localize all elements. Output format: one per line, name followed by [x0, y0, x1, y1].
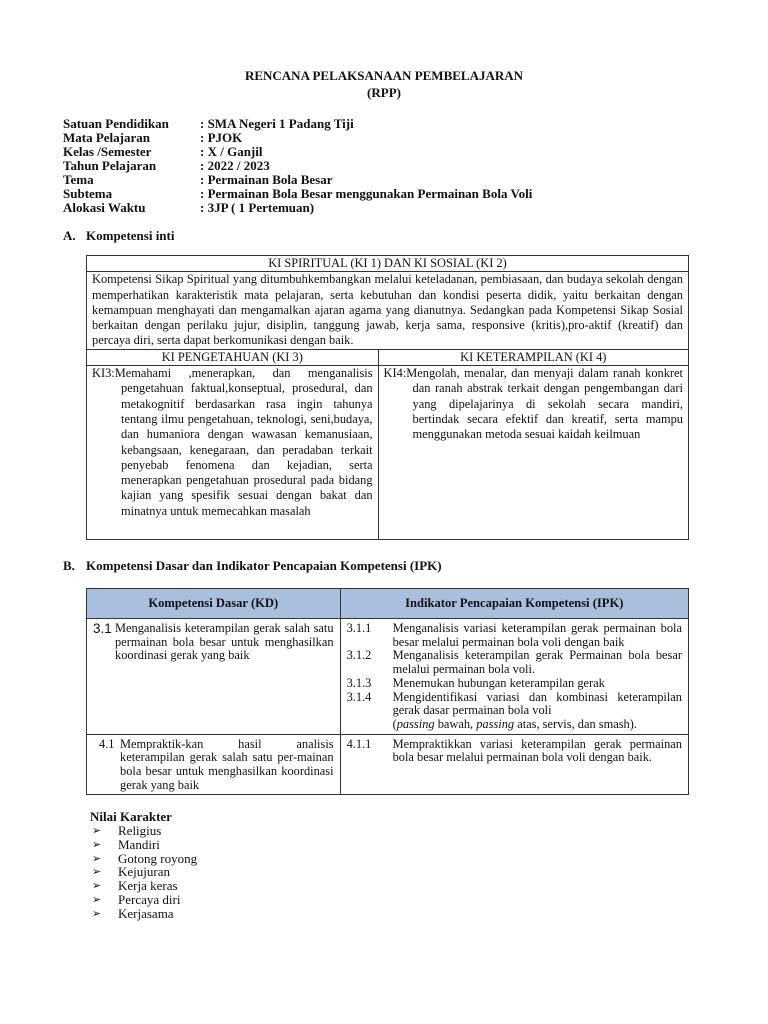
- identity-label: Subtema: [63, 186, 113, 201]
- list-item: [90, 907, 197, 921]
- ipk-code: 3.1.2: [346, 648, 372, 663]
- kd-item: [93, 622, 334, 663]
- kd-text: Mempraktik-kan hasil analisis keterampilan gerak salah satu per-mainan bola besar untuk menghasilkan koordinasi gerak yang baik: [120, 736, 334, 792]
- section-b-title: Kompetensi Dasar dan Indikator Pencapaian Kompetensi (IPK): [86, 558, 442, 573]
- italic-term: passing: [476, 716, 515, 731]
- ipk-text: Mengidentifikasi variasi dan kombinasi keterampilan gerak dasar permainan bola voli: [392, 689, 682, 718]
- identity-value: : Permainan Bola Besar: [200, 172, 333, 187]
- ki-spiritual-header: KI SPIRITUAL (KI 1) DAN KI SOSIAL (KI 2): [87, 256, 689, 272]
- kd-code: 3.1: [93, 621, 112, 636]
- italic-term: passing: [396, 716, 435, 731]
- section-a-heading: [63, 228, 174, 244]
- document-title: RENCANA PELAKSANAAN PEMBELAJARAN: [244, 68, 524, 83]
- identity-value: : SMA Negeri 1 Padang Tiji: [200, 116, 354, 131]
- ipk-code: 3.1.3: [346, 675, 372, 690]
- kd-text: Menganalisis keterampilan gerak salah satu permainan bola besar untuk menghasilkan koordinasi gerak yang baik: [115, 621, 334, 663]
- identity-row: [63, 159, 532, 173]
- ipk-item: [347, 691, 682, 718]
- ipk-text: Menganalisis keterampilan gerak Permainan bola besar melalui permainan bola voli.: [392, 648, 682, 677]
- ipk-item: [347, 718, 682, 732]
- identity-label: Satuan Pendidikan: [63, 116, 169, 131]
- identity-value: : PJOK: [200, 130, 243, 145]
- identity-row: [63, 117, 532, 131]
- arrow-bullet-icon: ➢: [92, 851, 102, 865]
- section-a-title: Kompetensi inti: [86, 228, 175, 243]
- ipk-code: 3.1.1: [346, 621, 372, 635]
- kd-item: [93, 738, 334, 793]
- identity-label: Kelas /Semester: [63, 144, 152, 159]
- nilai-karakter-title: Nilai Karakter: [90, 809, 172, 824]
- ki3-header: KI PENGETAHUAN (KI 3): [87, 349, 379, 365]
- arrow-bullet-icon: ➢: [92, 837, 102, 851]
- identity-label: Tema: [63, 172, 94, 187]
- ki4-text: KI4:Mengolah, menalar, dan menyaji dalam ranah konkret dan ranah abstrak terkait dengan pengembangan dari yang dipelajarinya di sekolah secara mandiri, bertindak secara efektif dan kreatif, serta mampu menggunakan metoda sesuai kaidah keilmuan: [383, 366, 683, 442]
- identity-block: [63, 117, 532, 215]
- ki4-cell: [378, 366, 688, 540]
- identity-label: Mata Pelajaran: [63, 130, 151, 145]
- identity-value: : Permainan Bola Besar menggunakan Permainan Bola Voli: [200, 186, 533, 201]
- list-item: [90, 865, 197, 879]
- list-item-label: Mandiri: [118, 836, 160, 852]
- arrow-bullet-icon: ➢: [92, 824, 102, 837]
- nilai-karakter: [90, 810, 197, 921]
- ipk-code: 3.1.4: [346, 689, 372, 704]
- kd-ipk-table: [86, 588, 689, 795]
- identity-row: [63, 201, 532, 215]
- arrow-bullet-icon: ➢: [92, 865, 102, 879]
- document-subtitle: (RPP): [367, 85, 401, 100]
- ipk-cell: [340, 619, 688, 735]
- identity-value: : 3JP ( 1 Pertemuan): [200, 200, 315, 215]
- list-item: [90, 838, 197, 852]
- ki3-cell: [87, 366, 379, 540]
- text-part: (: [392, 716, 397, 731]
- list-item-label: Kerjasama: [118, 905, 174, 921]
- table-row: [87, 619, 689, 735]
- kd-code: 4.1: [99, 736, 115, 751]
- section-a-number: A.: [63, 228, 76, 243]
- kd-column-header: Kompetensi Dasar (KD): [87, 589, 341, 619]
- list-item-label: Percaya diri: [118, 891, 181, 907]
- list-item-label: Gotong royong: [118, 850, 198, 866]
- ipk-item: [347, 649, 682, 676]
- list-item: [90, 852, 197, 866]
- identity-row: [63, 131, 532, 145]
- identity-row: [63, 173, 532, 187]
- identity-value: : X / Ganjil: [200, 144, 263, 159]
- list-item: [90, 893, 197, 907]
- list-item-label: Religius: [118, 823, 162, 838]
- ipk-cell: [340, 734, 688, 795]
- kd-cell: [87, 619, 341, 735]
- identity-row: [63, 187, 532, 201]
- ipk-text: Mempraktikkan variasi keterampilan gerak permainan bola besar melalui permainan bola voli dengan baik.: [392, 736, 682, 765]
- list-item: [90, 879, 197, 893]
- ipk-item: [347, 677, 682, 691]
- nilai-karakter-list: [90, 824, 197, 921]
- ipk-code: 4.1.1: [346, 736, 372, 751]
- arrow-bullet-icon: ➢: [92, 892, 102, 906]
- ki-spiritual-text: Kompetensi Sikap Spiritual yang ditumbuhkembangkan melalui keteladanan, pembiasaan, dan budaya sekolah dengan memperhatikan karakteristik mata pelajaran, serta kebutuhan dan kondisi peserta didik, yaitu berkaitan dengan kemampuan menghayati dan mengamalkan ajaran agama yang dianutnya. Sedangkan pada Kompetensi Sikap Sosial berkaitan dengan perilaku jujur, disiplin, tanggung jawab, kerja sama, responsive (kritis),pro-aktif (kreatif) dan percaya diri, serta dapat berkomunikasi dengan baik.: [87, 272, 689, 349]
- arrow-bullet-icon: ➢: [92, 879, 102, 893]
- list-item-label: Kejujuran: [118, 864, 170, 880]
- ipk-text: Menemukan hubungan keterampilan gerak: [392, 675, 605, 690]
- identity-row: [63, 145, 532, 159]
- ki4-header: KI KETERAMPILAN (KI 4): [378, 349, 688, 365]
- ipk-item: [347, 738, 682, 765]
- ki3-text: KI3:Memahami ,menerapkan, dan menganalisis pengetahuan faktual,konseptual, prosedural, dan metakognitif berdasarkan rasa ingin tahunya tentang ilmu pengetahuan, teknologi, seni,budaya, dan humaniora dengan wawasan kemanusiaan, kebangsaan, kenegaraan, dan peradaban terkait penyebab fenomena dan kejadian, serta menerapkan pengetahuan prosedural pada bidang kajian yang spesifik sesuai dengan bakat dan minatnya untuk memecahkan masalah: [92, 366, 373, 518]
- text-part: bawah,: [434, 716, 477, 731]
- kompetensi-inti-table: [86, 255, 689, 540]
- ipk-column-header: Indikator Pencapaian Kompetensi (IPK): [340, 589, 688, 619]
- kd-cell: [87, 734, 341, 795]
- arrow-bullet-icon: ➢: [92, 906, 102, 920]
- identity-value: : 2022 / 2023: [200, 158, 270, 173]
- table-row: [87, 734, 689, 795]
- list-item-label: Kerja keras: [118, 878, 178, 894]
- section-b-number: B.: [63, 558, 75, 573]
- ipk-text-continuation: [393, 718, 682, 732]
- text-part: atas, servis, dan smash).: [514, 716, 637, 731]
- section-b-heading: [63, 558, 442, 574]
- list-item: [90, 824, 197, 838]
- identity-label: Alokasi Waktu: [63, 200, 146, 215]
- ipk-item: [347, 622, 682, 649]
- ipk-text: Menganalisis variasi keterampilan gerak permainan bola besar melalui permainan bola voli dengan baik: [392, 621, 682, 649]
- identity-label: Tahun Pelajaran: [63, 158, 157, 173]
